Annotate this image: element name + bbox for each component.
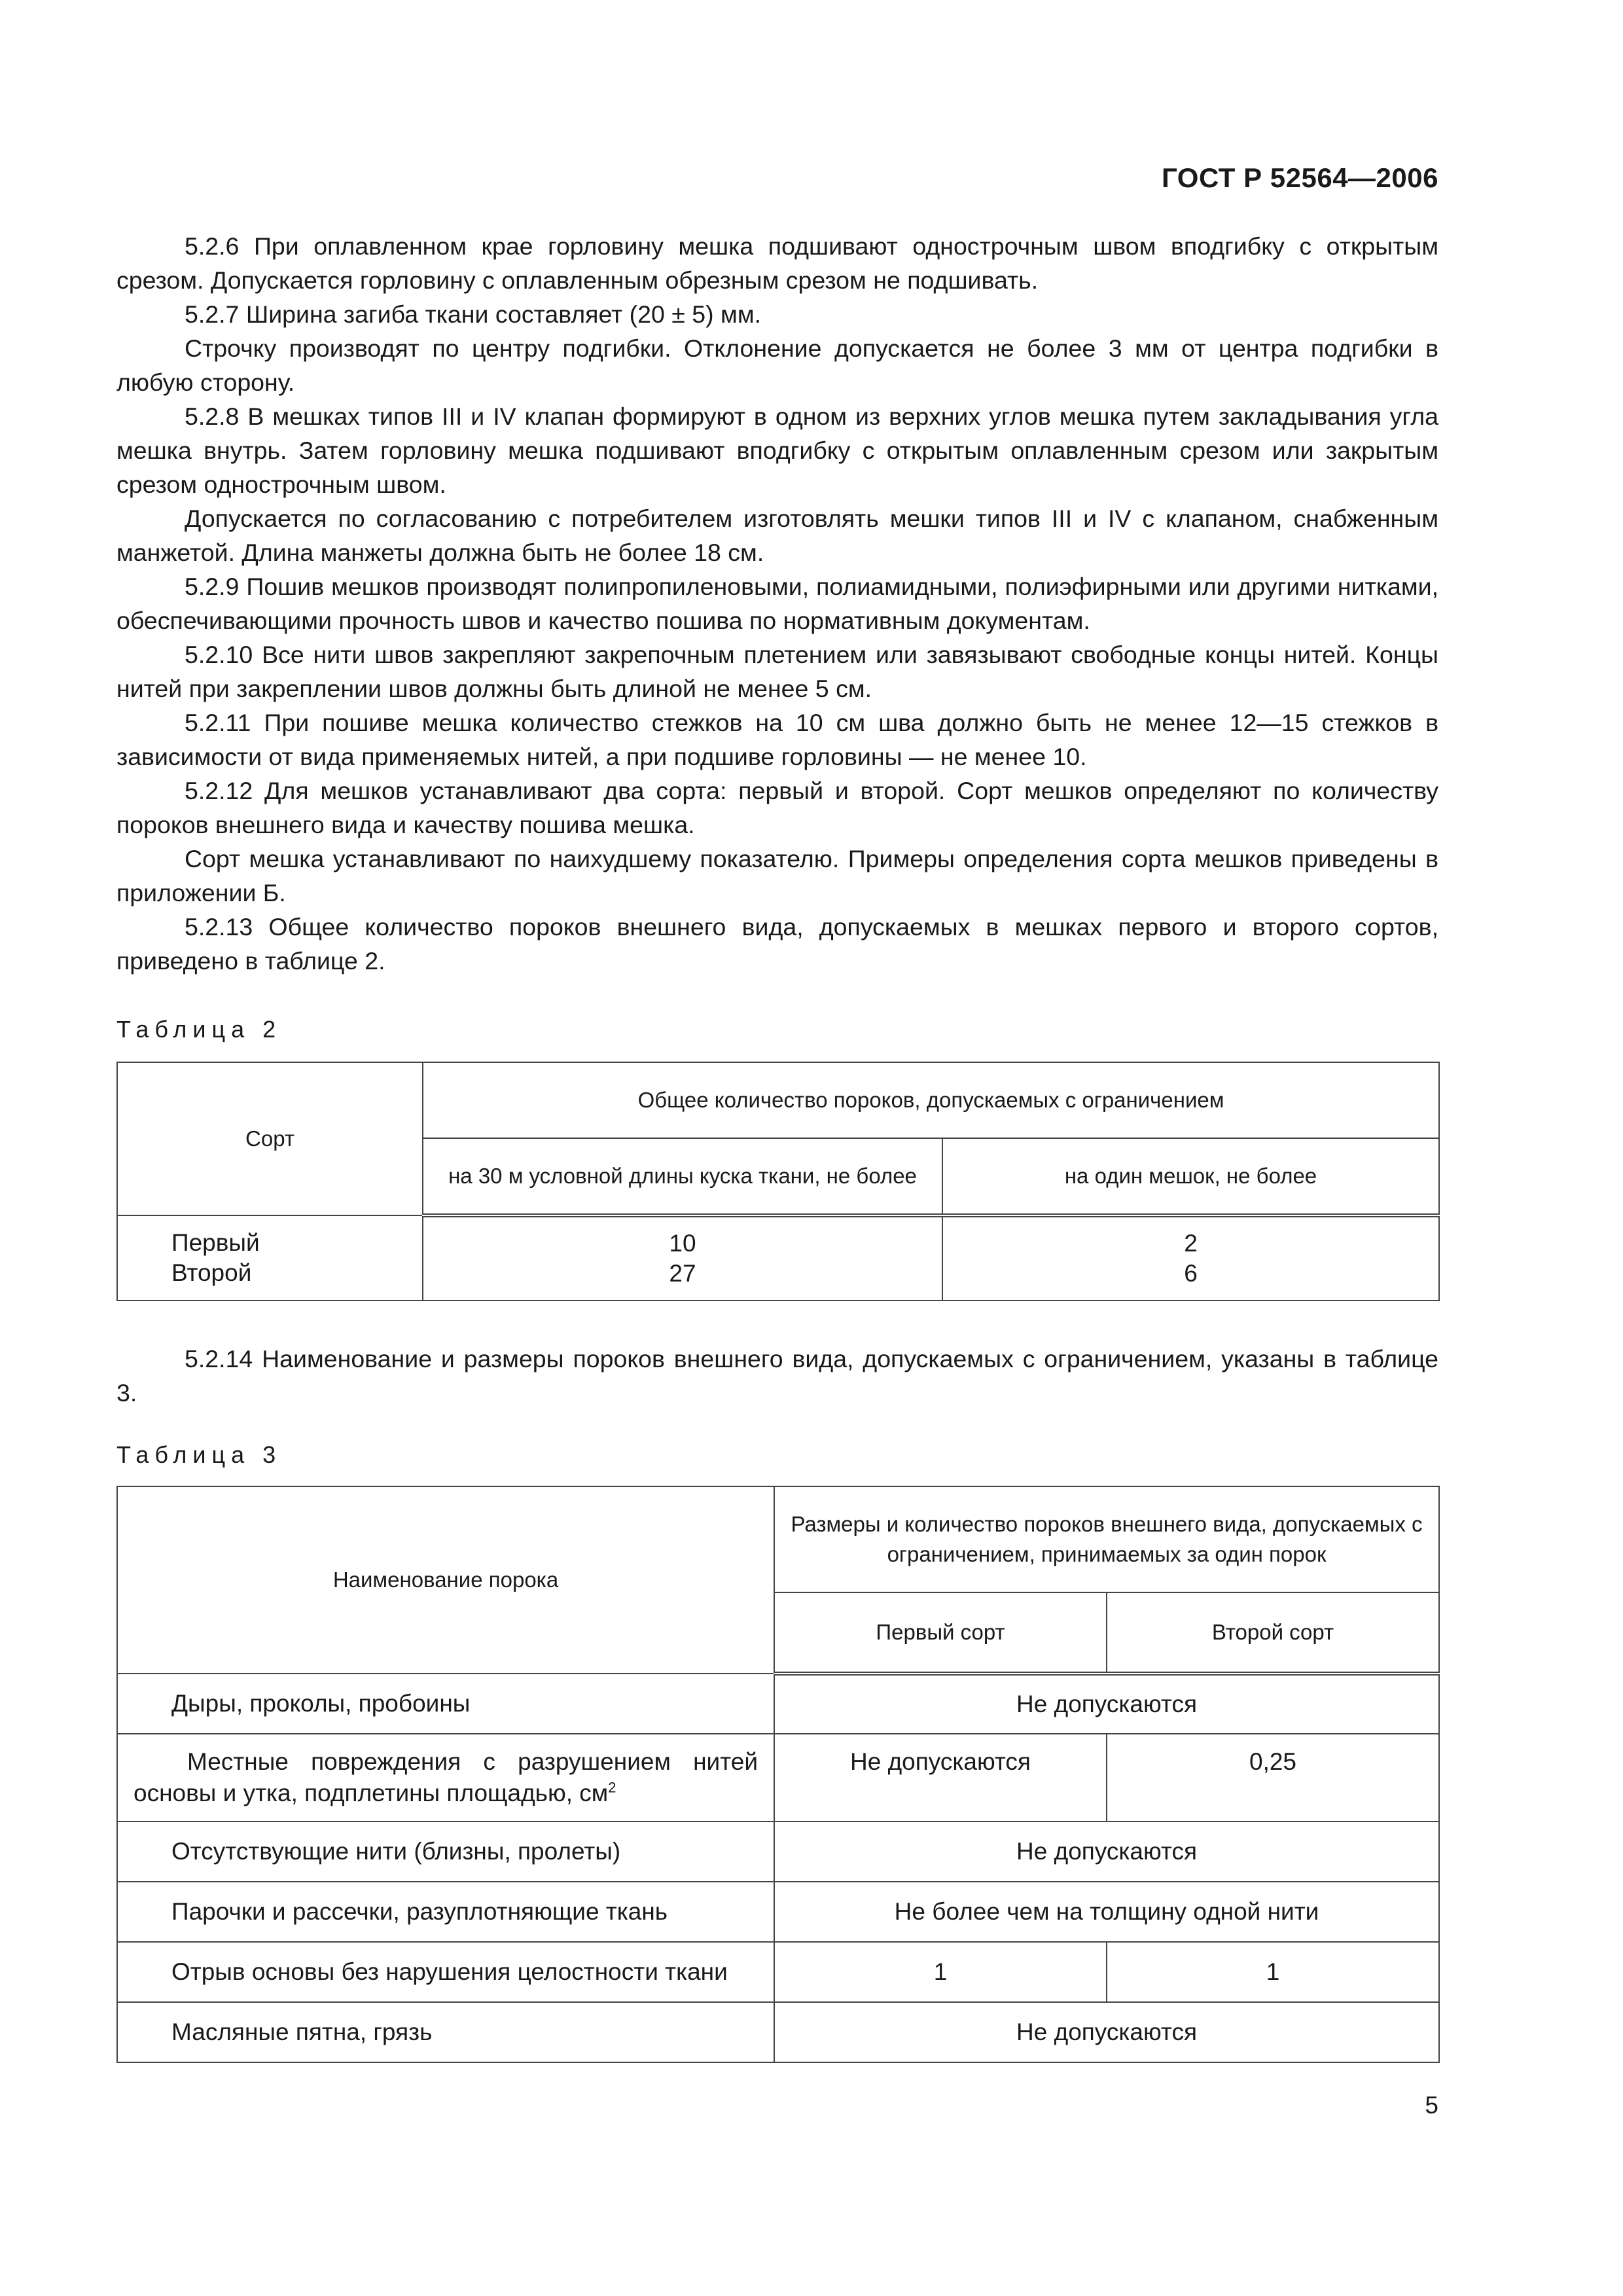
defect-value-merged: Не допускаются (774, 2002, 1439, 2062)
section-text-2 (116, 1342, 1438, 1410)
paragraph-stitch: Строчку производят по центру подгибки. Отклонение допускается не более 3 мм от центра подгибки в любую сторону. (116, 334, 1438, 396)
defect-name: Отрыв основы без нарушения целостности ткани (117, 1942, 774, 2002)
header-first-grade: Первый сорт (774, 1592, 1107, 1674)
paragraph-5-2-12: 5.2.12 Для мешков устанавливают два сорта: первый и второй. Сорт мешков определяют по количеству пороков внешнего вида и качеству пошива мешка. (116, 777, 1438, 838)
table2-caption: Таблица 2 (116, 1016, 282, 1043)
paragraph-5-2-10: 5.2.10 Все нити швов закрепляют закрепочным плетением или завязывают свободные концы нитей. Концы нитей при закреплении швов должны быть длиной не менее 5 см. (116, 641, 1438, 702)
header-per-bag: на один мешок, не более (942, 1138, 1439, 1215)
header-size-group: Размеры и количество пороков внешнего вида, допускаемых с ограничением, принимаемых за один порок (774, 1486, 1439, 1592)
second-per-30m: 27 (669, 1260, 696, 1287)
table-row (117, 1215, 1439, 1300)
table-3 (116, 1486, 1440, 2063)
paragraph-5-2-9: 5.2.9 Пошив мешков производят полипропиленовыми, полиамидными, полиэфирными или другими нитками, обеспечивающими прочность швов и качество пошива по нормативным документам. (116, 573, 1438, 634)
defect-value-merged: Не допускаются (774, 1674, 1439, 1734)
header-defect-name: Наименование порока (117, 1486, 774, 1674)
paragraph-cuff: Допускается по согласованию с потребителем изготовлять мешки типов III и IV с клапаном, снабженным манжетой. Длина манжеты должна быть не более 18 см. (116, 505, 1438, 566)
defect-value-second: 0,25 (1107, 1734, 1439, 1821)
paragraph-grade: Сорт мешка устанавливают по наихудшему показателю. Примеры определения сорта мешков приведены в приложении Б. (116, 845, 1438, 906)
paragraph-5-2-13: 5.2.13 Общее количество пороков внешнего вида, допускаемых в мешках первого и второго сортов, приведено в таблице 2. (116, 913, 1438, 975)
sort-first: Первый (171, 1229, 260, 1256)
defect-value-first: 1 (774, 1942, 1107, 2002)
defect-name: Масляные пятна, грязь (117, 2002, 774, 2062)
defect-value-merged: Не более чем на толщину одной нити (774, 1882, 1439, 1942)
table-row (117, 1882, 1439, 1942)
defect-name: Дыры, проколы, пробоины (117, 1674, 774, 1734)
defect-name-with-sup: Местные повреждения с разрушением нитей основы и утка, подплетины площадью, $см^2$ (117, 1734, 774, 1821)
sort-second: Второй (171, 1259, 252, 1286)
defect-value-first: Не допускаются (774, 1734, 1107, 1821)
section-text (116, 229, 1438, 978)
defect-value-merged: Не допускаются (774, 1821, 1439, 1882)
page-number: 5 (1425, 2092, 1438, 2119)
document-id: ГОСТ Р 52564—2006 (1162, 162, 1438, 193)
second-per-bag: 6 (1184, 1260, 1198, 1287)
table-row (117, 1734, 1439, 1821)
table-row (117, 1942, 1439, 2002)
defect-name: Парочки и рассечки, разуплотняющие ткань (117, 1882, 774, 1942)
header-sort: Сорт (117, 1062, 423, 1215)
first-per-30m: 10 (669, 1230, 696, 1257)
table-row (117, 1674, 1439, 1734)
header-per-30m: на 30 м условной длины куска ткани, не более (423, 1138, 942, 1215)
defect-name: Отсутствующие нити (близны, пролеты) (117, 1821, 774, 1882)
table-row (117, 2002, 1439, 2062)
paragraph-5-2-14: 5.2.14 Наименование и размеры пороков внешнего вида, допускаемых с ограничением, указаны в таблице 3. (116, 1345, 1438, 1407)
paragraph-5-2-6: 5.2.6 При оплавленном крае горловину мешка подшивают однострочным швом вподгибку с открытым срезом. Допускается горловину с оплавленным обрезным срезом не подшивать. (116, 232, 1438, 294)
paragraph-5-2-8: 5.2.8 В мешках типов III и IV клапан формируют в одном из верхних углов мешка путем закладывания угла мешка внутрь. Затем горловину мешка подшивают вподгибку с открытым оплавленным срезом или закрытым срезом однострочным швом. (116, 403, 1438, 498)
table3-caption: Таблица 3 (116, 1441, 282, 1468)
defect-value-second: 1 (1107, 1942, 1439, 2002)
header-second-grade: Второй сорт (1107, 1592, 1439, 1674)
header-defects-group: Общее количество пороков, допускаемых с ограничением (423, 1062, 1439, 1138)
paragraph-5-2-7: 5.2.7 Ширина загиба ткани составляет (20 ± 5) мм. (185, 300, 762, 328)
paragraph-5-2-11: 5.2.11 При пошиве мешка количество стежков на 10 см шва должно быть не менее 12—15 стежков в зависимости от вида применяемых нитей, а при подшиве горловины — не менее 10. (116, 709, 1438, 770)
first-per-bag: 2 (1184, 1230, 1198, 1257)
table-row (117, 1821, 1439, 1882)
table-2 (116, 1062, 1440, 1301)
